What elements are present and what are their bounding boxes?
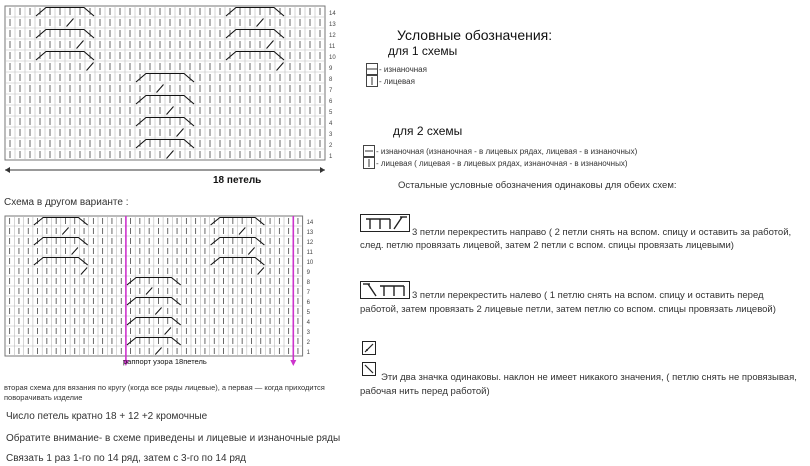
row-number: 9: [329, 66, 333, 72]
chart-2-caption: Схема в другом варианте :: [4, 197, 129, 208]
chart-2-note-text: вторая схема для вязания по кругу (когда все ряды лицевые), а первая — когда приходится поворачивать изделие: [4, 383, 325, 402]
row-number: 13: [306, 230, 314, 236]
knitting-chart-1: [3, 2, 343, 190]
row-number: 3: [329, 132, 333, 138]
legend-2-subtitle: для 2 схемы: [393, 124, 463, 138]
cross-right-desc-1: 3 петли перекрестить направо ( 2 петли снять на вспом. спицу и оставить за работой,: [412, 227, 792, 238]
row-number: 7: [329, 88, 333, 94]
row-number: 6: [306, 300, 310, 306]
legend-1-subtitle: для 1 схемы: [388, 44, 458, 58]
row-number: 1: [306, 350, 310, 356]
row-number: 4: [306, 320, 310, 326]
row-number: 8: [306, 280, 310, 286]
legend-2-purl-label: - изнаночная (изнаночная - в лицевых рядах, лицевая - в изнаночных): [376, 147, 638, 156]
row-number: 10: [306, 260, 314, 266]
chart-2-note: [4, 383, 334, 403]
row-number: 5: [306, 310, 310, 316]
cross-right-symbol-icon: [360, 214, 410, 232]
row-number: 2: [329, 143, 333, 149]
chart-1-width-label: 18 петель: [213, 175, 262, 186]
row-number: 3: [306, 330, 310, 336]
note-attention: Обратите внимание- в схеме приведены и лицевые и изнаночные ряды: [6, 433, 341, 444]
slip-stitch-desc-2: рабочая нить перед работой): [360, 386, 490, 397]
knit-symbol-icon: [366, 75, 378, 87]
row-number: 14: [329, 11, 336, 17]
chart-2-grid: [3, 212, 333, 377]
row-number: 13: [329, 22, 336, 28]
row-number: 11: [306, 250, 313, 256]
chart-1-grid: [3, 2, 343, 190]
legend-1-knit-label: - лицевая: [379, 77, 415, 86]
cross-left-desc-1: 3 петли перекрестить налево ( 1 петлю снять на вспом. спицу и оставить перед: [412, 290, 764, 301]
legend-1-purl-label: - изнаночная: [379, 65, 427, 74]
slip-stitch-icon: [362, 341, 376, 355]
knit-symbol-2-icon: [363, 157, 375, 169]
row-number: 7: [306, 290, 310, 296]
row-number: 8: [329, 77, 333, 83]
cross-right-desc-2: след. петлю провязать лицевой, затем 2 петли с вспом. спицы провязать лицевыми): [360, 240, 734, 251]
row-number: 2: [306, 340, 310, 346]
legend-2-knit-label: - лицевая ( лицевая - в лицевых рядах, изнаночная - в изнаночных): [376, 159, 628, 168]
row-number: 14: [306, 220, 314, 226]
chart-2-repeat-label: раппорт узора 18петель: [123, 357, 207, 366]
cross-left-desc-2: работой, затем провязать 2 лицевые петли, затем петлю со вспом. спицы провязать лицевой): [360, 304, 776, 315]
row-number: 9: [306, 270, 310, 276]
purl-symbol-icon: [366, 63, 378, 75]
note-stitch-count: Число петель кратно 18 + 12 +2 кромочные: [6, 411, 208, 422]
row-number: 11: [329, 44, 336, 50]
slip-stitch-desc-1: Эти два значка одинаковы. наклон не имеет никакого значения, ( петлю снять не провязывая,: [381, 372, 797, 383]
row-number: 12: [329, 33, 336, 39]
row-number: 4: [329, 121, 333, 127]
row-number: 5: [329, 110, 333, 116]
common-symbols-note: Остальные условные обозначения одинаковы для обеих схем:: [398, 180, 677, 191]
row-number: 6: [329, 99, 333, 105]
knitting-chart-2: [3, 212, 333, 377]
note-repeat: Связать 1 раз 1-го по 14 ряд, затем с 3-го по 14 ряд: [6, 453, 247, 464]
purl-symbol-2-icon: [363, 145, 375, 157]
legend-title: Условные обозначения:: [397, 27, 553, 43]
row-number: 10: [329, 55, 336, 61]
cross-left-symbol-icon: [360, 281, 410, 299]
row-number: 12: [306, 240, 314, 246]
slip-stitch-alt-icon: [362, 362, 376, 376]
row-number: 1: [329, 154, 333, 160]
